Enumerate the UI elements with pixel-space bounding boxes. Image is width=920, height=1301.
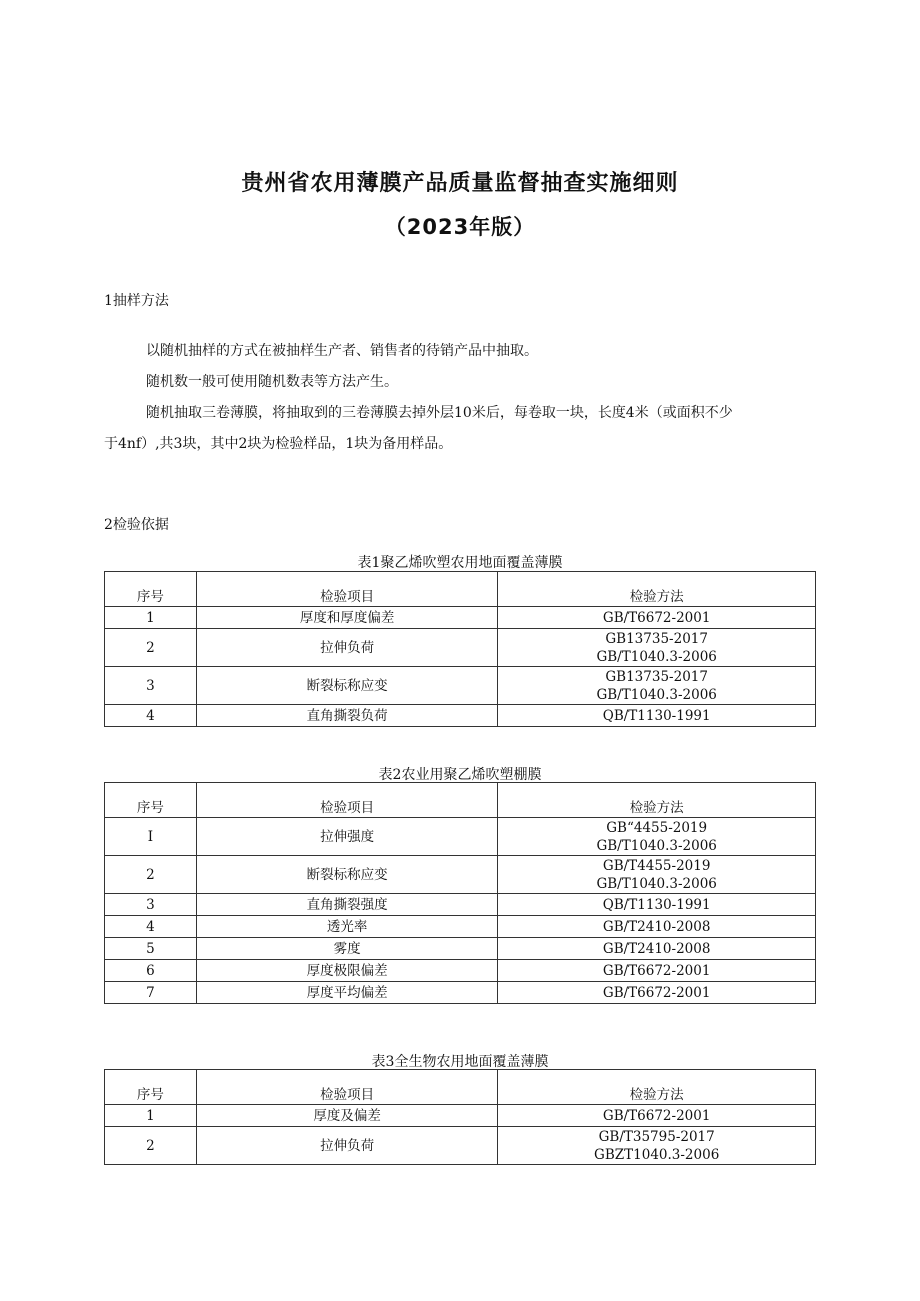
table-row: [105, 607, 816, 629]
section-1-heading: 1抽样方法: [104, 293, 169, 309]
method-line: GB“4455-2019: [606, 819, 708, 836]
cell-method: [498, 818, 816, 856]
header-cell: 检验项目: [196, 572, 498, 607]
table-1: [104, 571, 816, 727]
paragraph-continuation: 于4nf）,共3块，其中2块为检验样品，1块为备用样品。: [104, 436, 453, 452]
table-1-caption: 表1聚乙烯吹塑农用地面覆盖薄膜: [357, 555, 563, 571]
header-cell: 检验项目: [196, 783, 498, 818]
table-row: [105, 856, 816, 894]
cell-method: GB/T2410-2008: [498, 938, 816, 960]
cell-index: 7: [105, 982, 197, 1004]
table-2: [104, 782, 816, 1004]
table-3: [104, 1069, 816, 1165]
cell-method: [498, 629, 816, 667]
cell-index: 4: [105, 705, 197, 727]
paragraph: 以随机抽样的方式在被抽样生产者、销售者的待销产品中抽取。: [146, 343, 538, 359]
cell-item: 拉伸负荷: [196, 629, 498, 667]
table-header-row: [105, 783, 816, 818]
cell-method: QB/T1130-1991: [498, 705, 816, 727]
method-line: GB/T35795-2017: [598, 1128, 715, 1145]
cell-item: 断裂标称应变: [196, 667, 498, 705]
table-row: [105, 705, 816, 727]
header-cell: 检验方法: [498, 1070, 816, 1105]
paragraph: 随机数一般可使用随机数表等方法产生。: [146, 374, 398, 390]
method-line: GB13735-2017: [605, 668, 708, 685]
section-2-heading: 2检验依据: [104, 517, 169, 533]
method-line: GB/T1040.3-2006: [596, 686, 717, 703]
document-title: 贵州省农用薄膜产品质量监督抽查实施细则: [241, 171, 679, 196]
cell-index: 2: [105, 856, 197, 894]
table-row: [105, 916, 816, 938]
cell-item: 直角撕裂强度: [196, 894, 498, 916]
table-header-row: [105, 572, 816, 607]
header-cell: 序号: [105, 1070, 197, 1105]
cell-method: GB/T6672-2001: [498, 960, 816, 982]
cell-item: 雾度: [196, 938, 498, 960]
cell-method: [498, 856, 816, 894]
header-cell: 序号: [105, 783, 197, 818]
cell-item: 拉伸负荷: [196, 1127, 498, 1165]
header-cell: 检验方法: [498, 783, 816, 818]
cell-index: 2: [105, 1127, 197, 1165]
cell-item: 拉伸强度: [196, 818, 498, 856]
cell-method: GB/T6672-2001: [498, 1105, 816, 1127]
table-row: [105, 667, 816, 705]
table-row: [105, 629, 816, 667]
cell-item: 直角撕裂负荷: [196, 705, 498, 727]
cell-item: 厚度极限偏差: [196, 960, 498, 982]
cell-method: GB/T2410-2008: [498, 916, 816, 938]
cell-index: 1: [105, 1105, 197, 1127]
cell-method: GB/T6672-2001: [498, 982, 816, 1004]
header-cell: 序号: [105, 572, 197, 607]
header-cell: 检验方法: [498, 572, 816, 607]
cell-item: 厚度和厚度偏差: [196, 607, 498, 629]
table-2-caption: 表2农业用聚乙烯吹塑棚膜: [378, 767, 542, 783]
table-3-caption: 表3全生物农用地面覆盖薄膜: [371, 1054, 549, 1070]
method-line: GB/T1040.3-2006: [596, 837, 717, 854]
cell-method: QB/T1130-1991: [498, 894, 816, 916]
table-header-row: [105, 1070, 816, 1105]
cell-item: 透光率: [196, 916, 498, 938]
section-1-body: [104, 336, 816, 460]
method-line: GB/T1040.3-2006: [596, 648, 717, 665]
cell-index: I: [105, 818, 197, 856]
table-row: [105, 982, 816, 1004]
cell-method: [498, 667, 816, 705]
table-row: [105, 1127, 816, 1165]
paragraph: 随机抽取三卷薄膜，将抽取到的三卷薄膜去掉外层10米后，每卷取一块，长度4米（或面积不少: [146, 405, 733, 421]
cell-index: 1: [105, 607, 197, 629]
cell-index: 2: [105, 629, 197, 667]
cell-method: GB/T6672-2001: [498, 607, 816, 629]
header-cell: 检验项目: [196, 1070, 498, 1105]
table-row: [105, 818, 816, 856]
method-line: GB13735-2017: [605, 630, 708, 647]
cell-index: 5: [105, 938, 197, 960]
table-row: [105, 1105, 816, 1127]
cell-index: 4: [105, 916, 197, 938]
cell-item: 厚度及偏差: [196, 1105, 498, 1127]
cell-item: 厚度平均偏差: [196, 982, 498, 1004]
table-row: [105, 938, 816, 960]
cell-index: 3: [105, 894, 197, 916]
cell-item: 断裂标称应变: [196, 856, 498, 894]
method-line: GBZT1040.3-2006: [594, 1146, 720, 1163]
cell-index: 3: [105, 667, 197, 705]
method-line: GB/T1040.3-2006: [596, 875, 717, 892]
table-row: [105, 894, 816, 916]
method-line: GB/T4455-2019: [602, 857, 711, 874]
document-subtitle: （2023年版）: [384, 215, 536, 239]
cell-method: [498, 1127, 816, 1165]
table-row: [105, 960, 816, 982]
cell-index: 6: [105, 960, 197, 982]
